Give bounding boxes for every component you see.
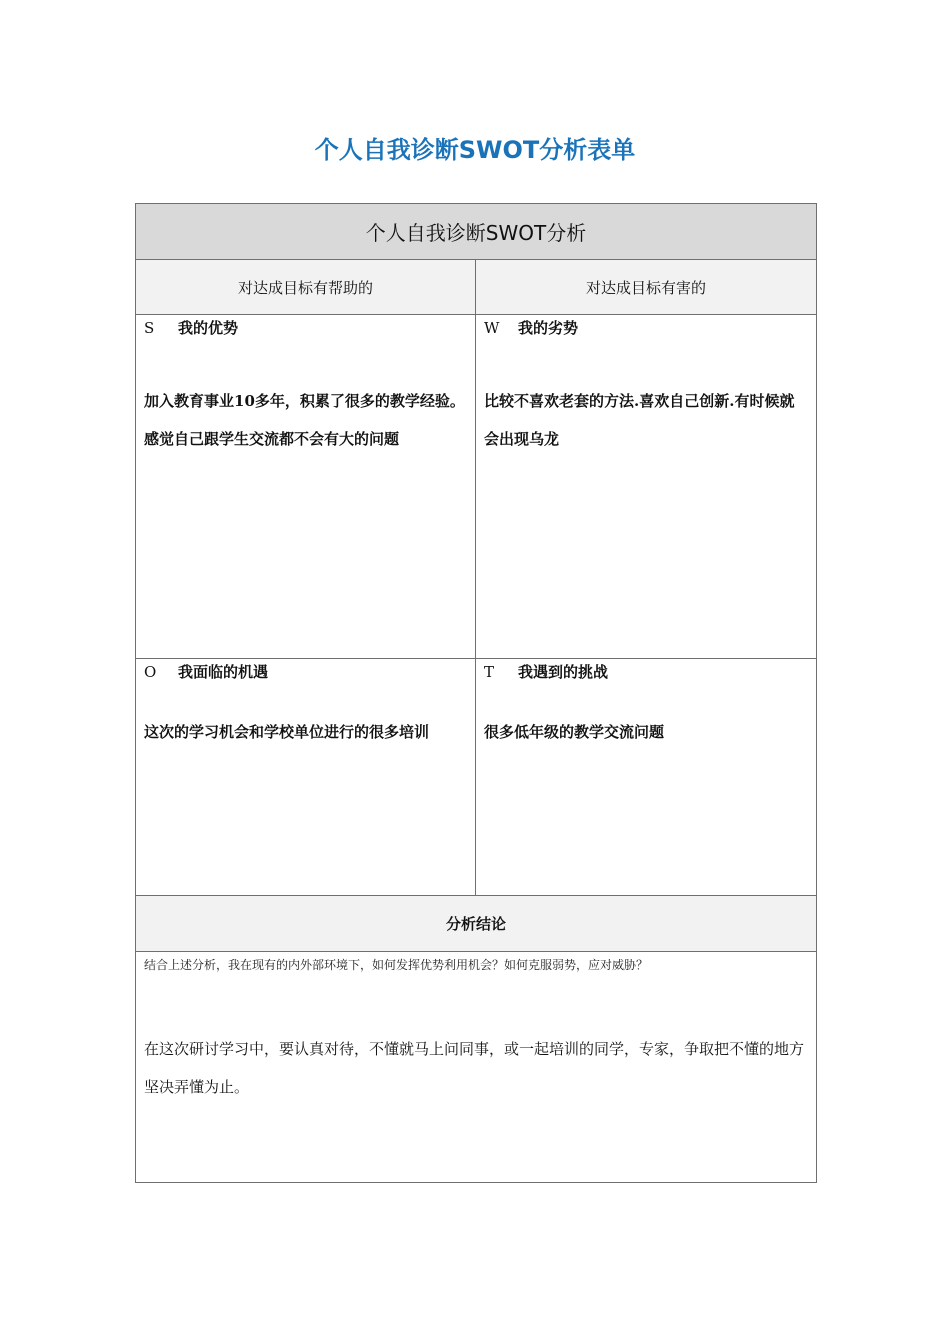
opportunities-cell [136,659,476,896]
threats-heading [484,659,808,685]
conclusion-cell [136,952,817,1183]
opportunities-label: 我面临的机遇 [178,663,269,681]
strengths-letter: S [144,319,155,337]
swot-table [135,203,817,1183]
opportunities-heading [144,659,467,685]
weaknesses-text: 比较不喜欢老套的方法.喜欢自己创新.有时候就会出现乌龙 [484,392,795,448]
weaknesses-cell [476,315,817,659]
document-title: 个人自我诊断SWOT分析表单 [314,136,636,164]
threats-text: 很多低年级的教学交流问题 [484,723,665,741]
table-header: 个人自我诊断SWOT分析 [136,204,817,260]
conclusion-header: 分析结论 [136,896,817,952]
strengths-cell [136,315,476,659]
threats-letter: T [484,663,495,681]
threats-label: 我遇到的挑战 [518,663,609,681]
strengths-text: 加入教育事业10多年，积累了很多的教学经验。感觉自己跟学生交流都不会有大的问题 [144,392,465,448]
column-header-helpful: 对达成目标有帮助的 [136,260,476,315]
weaknesses-heading [484,315,808,341]
threats-cell [476,659,817,896]
conclusion-text: 在这次研讨学习中，要认真对待，不懂就马上问同事，或一起培训的同学，专家，争取把不懂的地方坚决弄懂为止。 [144,1040,805,1096]
opportunities-text: 这次的学习机会和学校单位进行的很多培训 [144,723,430,741]
weaknesses-letter: W [484,319,500,337]
conclusion-prompt: 结合上述分析，我在现有的内外部环境下，如何发挥优势利用机会？如何克服弱势，应对威胁？ [144,958,649,972]
strengths-heading [144,315,467,341]
opportunities-letter: O [144,663,157,681]
strengths-label: 我的优势 [178,319,239,337]
weaknesses-label: 我的劣势 [518,319,579,337]
column-header-harmful: 对达成目标有害的 [476,260,817,315]
